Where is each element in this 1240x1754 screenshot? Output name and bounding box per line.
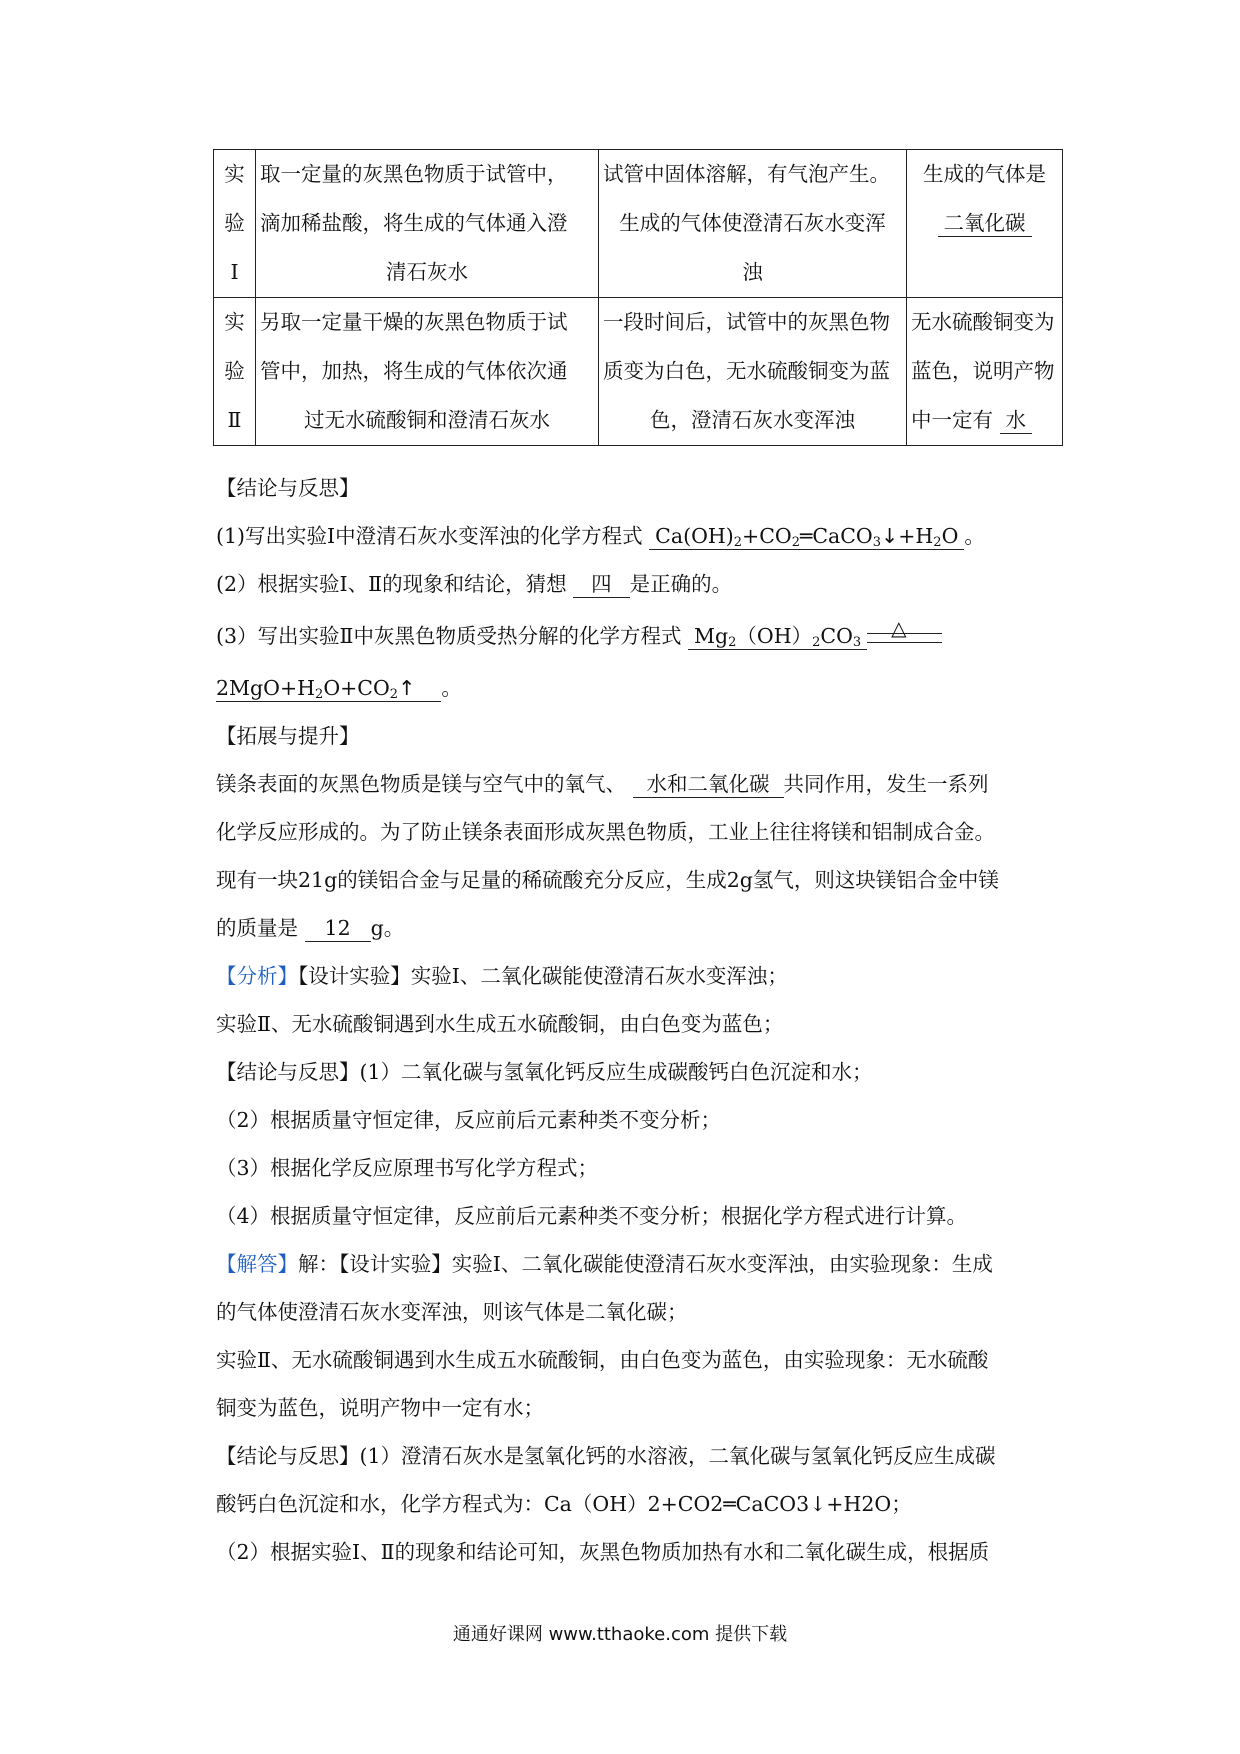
table-cell-line: 生成的气体是 — [923, 162, 1046, 186]
question-text: (3）写出实验Ⅱ中灰黑色物质受热分解的化学方程式 — [216, 624, 682, 648]
table-cell-line: 生成的气体使澄清石灰水变浑 — [619, 211, 886, 235]
table-cell-line — [911, 248, 1058, 297]
experiment-name-cell — [214, 298, 256, 446]
table-cell-line: 实 — [224, 162, 245, 186]
table-cell-line: 过无水硫酸铜和澄清石灰水 — [304, 408, 550, 432]
table-cell-line: 试管中固体溶解，有气泡产生。 — [603, 162, 890, 186]
answer-line: 的气体使澄清石灰水变浑浊，则该气体是二氧化碳； — [216, 1300, 688, 1324]
table-cell-line: 浊 — [742, 260, 763, 284]
paragraph-line — [216, 760, 1058, 809]
table-cell-line: 一段时间后，试管中的灰黑色物 — [603, 310, 890, 334]
text-span: g。 — [370, 916, 405, 940]
answer-blank: 水和二氧化碳 — [633, 773, 784, 798]
analysis-line: 【结论与反思】(1）二氧化碳与氢氧化钙反应生成碳酸钙白色沉淀和水； — [216, 1060, 873, 1084]
answer-blank: 水 — [1000, 409, 1033, 434]
table-cell-line: 色，澄清石灰水变浑浊 — [650, 408, 855, 432]
table-cell-line: 滴加稀盐酸，将生成的气体通入澄 — [260, 211, 568, 235]
question-line — [216, 664, 1058, 713]
heat-symbol: △ — [891, 615, 907, 640]
table-cell-line: 管中，加热，将生成的气体依次通 — [260, 359, 568, 383]
experiment-conclusion-cell — [907, 298, 1063, 446]
analysis-line: （4）根据质量守恒定律，反应前后元素种类不变分析；根据化学方程式进行计算。 — [216, 1204, 968, 1228]
answer-line: 铜变为蓝色，说明产物中一定有水； — [216, 1396, 544, 1420]
analysis-line: （2）根据质量守恒定律，反应前后元素种类不变分析； — [216, 1108, 722, 1132]
table-cell-line: 验 — [224, 359, 245, 383]
table-cell-line: 另取一定量干燥的灰黑色物质于试 — [260, 310, 568, 334]
table-cell-line: 验 — [224, 211, 245, 235]
answer-line: 实验Ⅱ、无水硫酸铜遇到水生成五水硫酸铜，由白色变为蓝色，由实验现象：无水硫酸 — [216, 1348, 989, 1372]
answer-line: 酸钙白色沉淀和水，化学方程式为：Ca（OH）2+CO2═CaCO3↓+H2O； — [216, 1492, 912, 1516]
answer-blank: 四 — [573, 573, 630, 598]
text-span: 【设计实验】实验Ⅰ、二氧化碳能使澄清石灰水变浑浊； — [298, 964, 788, 988]
section-heading: 【拓展与提升】 — [216, 724, 360, 748]
table-cell-line: 实 — [224, 310, 245, 334]
table-cell-line: 清石灰水 — [386, 260, 468, 284]
experiment-table — [213, 149, 1063, 446]
question-end: 是正确的。 — [629, 572, 733, 596]
question-line — [216, 560, 1058, 609]
answer-line: 【结论与反思】(1）澄清石灰水是氢氧化钙的水溶液，二氧化碳与氢氧化钙反应生成碳 — [216, 1444, 996, 1468]
text-span: 的质量是 — [216, 916, 298, 940]
table-cell-line: 质变为白色，无水硫酸铜变为蓝 — [603, 359, 890, 383]
question-text: (1)写出实验Ⅰ中澄清石灰水变浑浊的化学方程式 — [216, 524, 643, 548]
question-line — [216, 512, 1058, 561]
answer-line — [216, 1240, 1058, 1289]
text-span: 解：【设计实验】实验Ⅰ、二氧化碳能使澄清石灰水变浑浊，由实验现象：生成 — [298, 1252, 993, 1276]
answer-blank: 二氧化碳 — [938, 212, 1032, 237]
table-row — [214, 298, 1063, 446]
experiment-name-cell — [214, 150, 256, 298]
experiment-operation-cell — [256, 298, 599, 446]
question-end: 。 — [964, 524, 985, 548]
question-line — [216, 612, 1058, 661]
question-end: 。 — [441, 676, 462, 700]
text-span: 镁条表面的灰黑色物质是镁与空气中的氧气、 — [216, 772, 626, 796]
analysis-line: 实验Ⅱ、无水硫酸铜遇到水生成五水硫酸铜，由白色变为蓝色； — [216, 1012, 784, 1036]
analysis-line: （3）根据化学反应原理书写化学方程式； — [216, 1156, 599, 1180]
answer-blank: $Ca(OH)_2+CO_2═CaCO_3↓+H_2O$ — [649, 525, 964, 550]
table-cell-line: 蓝色，说明产物 — [911, 359, 1055, 383]
experiment-operation-cell — [256, 150, 599, 298]
text-span: 共同作用，发生一系列 — [783, 772, 989, 796]
experiment-conclusion-cell — [907, 150, 1063, 298]
experiment-phenomenon-cell — [599, 150, 907, 298]
analysis-tag: 【分析】 — [216, 964, 298, 988]
table-row — [214, 150, 1063, 298]
answer-line: （2）根据实验Ⅰ、Ⅱ的现象和结论可知，灰黑色物质加热有水和二氧化碳生成，根据质 — [216, 1540, 990, 1564]
reaction-condition — [867, 615, 942, 643]
answer-blank: $2MgO+H_2O+CO_2↑$ — [216, 677, 441, 702]
answer-blank: 12 — [305, 917, 371, 942]
question-text: (2）根据实验Ⅰ、Ⅱ的现象和结论，猜想 — [216, 572, 567, 596]
analysis-line — [216, 952, 1058, 1001]
section-heading: 【结论与反思】 — [216, 476, 360, 500]
conclusion-prefix: 中一定有 — [911, 408, 993, 432]
table-cell-line: 取一定量的灰黑色物质于试管中， — [260, 162, 568, 186]
table-cell-line: Ⅱ — [227, 408, 242, 432]
page-footer: 通通好课网 www.tthaoke.com 提供下载 — [452, 1624, 788, 1645]
answer-tag: 【解答】 — [216, 1252, 298, 1276]
table-cell-line: Ⅰ — [230, 260, 239, 284]
experiment-phenomenon-cell — [599, 298, 907, 446]
table-cell-line — [911, 199, 1058, 248]
answer-blank: $Mg_2(OH)_2CO_3$ — [688, 625, 867, 650]
table-cell-line: 无水硫酸铜变为 — [911, 310, 1055, 334]
table-cell-line — [911, 396, 1058, 445]
paragraph-line — [216, 904, 1058, 953]
paragraph-line: 化学反应形成的。为了防止镁条表面形成灰黑色物质，工业上往往将镁和铝制成合金。 — [216, 820, 995, 844]
paragraph-line: 现有一块21g的镁铝合金与足量的稀硫酸充分反应，生成2g氢气，则这块镁铝合金中镁 — [216, 868, 999, 892]
